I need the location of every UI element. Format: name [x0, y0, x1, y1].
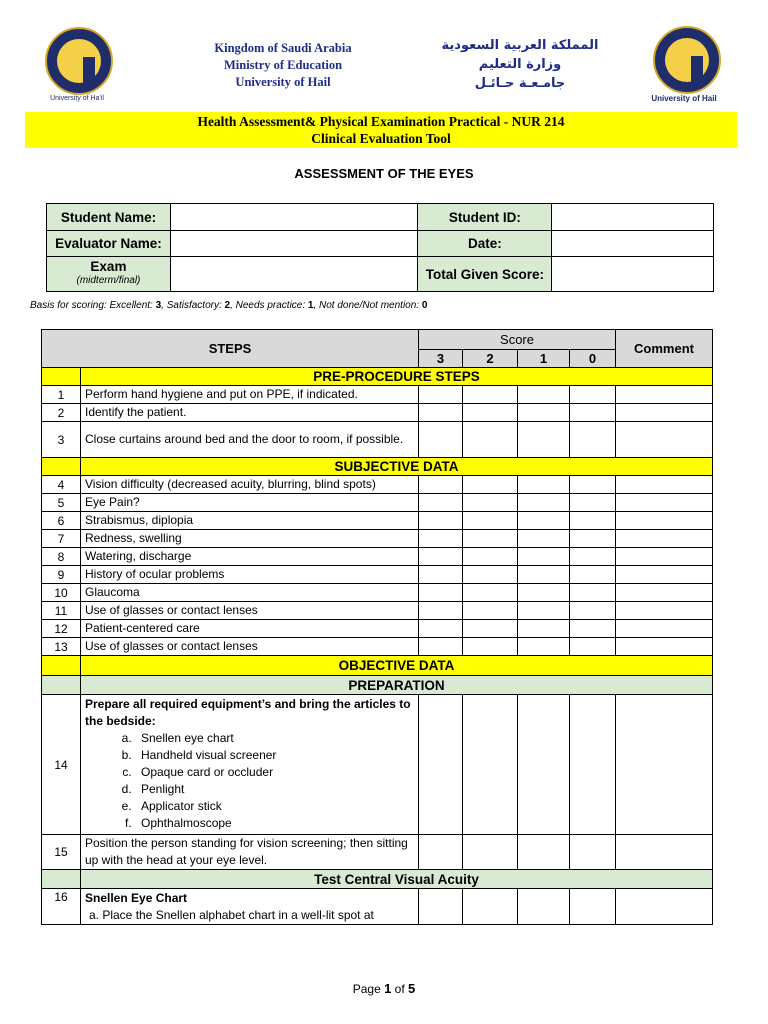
list-item: c. Opaque card or occluder	[135, 764, 414, 781]
exam-field[interactable]	[170, 257, 418, 292]
exam-label-sub: (midterm/final)	[76, 275, 141, 286]
score-header: Score	[419, 330, 616, 350]
table-row: 7 Redness, swelling	[42, 530, 713, 548]
student-id-label: Student ID:	[418, 204, 552, 231]
date-field[interactable]	[552, 231, 714, 257]
banner-line-2: Clinical Evaluation Tool	[311, 131, 451, 146]
total-score-label: Total Given Score:	[418, 257, 552, 292]
table-row: 4 Vision difficulty (decreased acuity, blurring, blind spots)	[42, 476, 713, 494]
table-row: 13 Use of glasses or contact lenses	[42, 638, 713, 656]
step-16-title: Snellen Eye Chart	[85, 891, 188, 905]
banner-line-1: Health Assessment& Physical Examination Practical - NUR 214	[197, 114, 565, 129]
comment-header: Comment	[616, 330, 713, 368]
score-col-2: 2	[463, 350, 518, 368]
section-row	[42, 676, 713, 695]
total-pages: 5	[408, 981, 416, 996]
section-row	[42, 458, 713, 476]
student-name-field[interactable]	[170, 204, 418, 231]
step-14-text: Prepare all required equipment’s and bring the articles to the bedside:	[85, 697, 411, 728]
footer-prefix: Page	[352, 982, 385, 996]
header-ar-line: المملكة العربية السعودية	[441, 38, 599, 53]
student-info-table	[46, 203, 714, 292]
header-arabic	[420, 36, 620, 93]
section-subjective: SUBJECTIVE DATA	[81, 458, 713, 476]
section-preparation: PREPARATION	[81, 676, 713, 695]
date-label: Date:	[418, 231, 552, 257]
university-logo-right	[653, 26, 721, 94]
university-logo-left	[45, 27, 113, 95]
score-col-0: 0	[570, 350, 616, 368]
page-footer	[0, 981, 768, 996]
exam-label-text: Exam	[90, 259, 127, 274]
list-item: f. Ophthalmoscope	[135, 815, 414, 832]
section-row	[42, 368, 713, 386]
list-item: e. Applicator stick	[135, 798, 414, 815]
basis-satisfactory: 2	[224, 300, 231, 311]
list-item: d. Penlight	[135, 781, 414, 798]
basis-nd-label: , Not done/Not mention:	[313, 300, 422, 311]
header-en-line: University of Hail	[235, 75, 331, 89]
scoring-basis	[30, 300, 427, 311]
header-ar-line: جامـعـة حـائـل	[474, 76, 566, 91]
logo-left-caption: University of Ha'il	[50, 95, 104, 102]
section-row	[42, 656, 713, 676]
basis-needs-practice: 1	[307, 300, 314, 311]
evaluator-name-field[interactable]	[170, 231, 418, 257]
table-row: 16 Snellen Eye Chart a. Place the Snellen alphabet chart in a well-lit spot at	[42, 889, 713, 925]
table-row: 12 Patient-centered care	[42, 620, 713, 638]
evaluator-name-label: Evaluator Name:	[47, 231, 171, 257]
header-english	[168, 40, 398, 91]
student-name-label: Student Name:	[47, 204, 171, 231]
basis-np-label: , Needs practice:	[230, 300, 308, 311]
document-title: ASSESSMENT OF THE EYES	[294, 166, 474, 181]
total-score-field[interactable]	[552, 257, 714, 292]
list-item: b. Handheld visual screener	[135, 747, 414, 764]
basis-sat-label: , Satisfactory:	[161, 300, 225, 311]
section-row	[42, 870, 713, 889]
exam-label	[47, 257, 171, 292]
section-central-visual-acuity: Test Central Visual Acuity	[81, 870, 713, 889]
table-row: 9 History of ocular problems	[42, 566, 713, 584]
header-en-line: Kingdom of Saudi Arabia	[214, 41, 352, 55]
score-col-1: 1	[518, 350, 570, 368]
table-row: 2 Identify the patient.	[42, 404, 713, 422]
student-id-field[interactable]	[552, 204, 714, 231]
table-row: 5 Eye Pain?	[42, 494, 713, 512]
equipment-list	[85, 730, 414, 832]
header-ar-line: وزارة التعليم	[478, 57, 562, 72]
table-row: 10 Glaucoma	[42, 584, 713, 602]
table-row: 15 Position the person standing for vision screening; then sitting up with the head at your eye level.	[42, 835, 713, 870]
table-row: 14 Prepare all required equipment’s and bring the articles to the bedside: a. Snellen eye chart b. Handheld visual screener c. Opaque card or occluder d. Penlight e. Applicator stick f. Ophthalmoscope	[42, 695, 713, 835]
table-row: 3 Close curtains around bed and the door to room, if possible.	[42, 422, 713, 458]
basis-not-done: 0	[421, 300, 428, 311]
section-pre-procedure: PRE-PROCEDURE STEPS	[81, 368, 713, 386]
course-banner	[25, 112, 737, 148]
header-en-line: Ministry of Education	[223, 58, 343, 72]
steps-header: STEPS	[42, 330, 419, 368]
step-16-text: a. Place the Snellen alphabet chart in a well-lit spot at	[89, 908, 374, 922]
logo-right-caption: University of Hail	[651, 94, 717, 103]
basis-prefix: Basis for scoring: Excellent:	[30, 300, 156, 311]
table-row: 8 Watering, discharge	[42, 548, 713, 566]
footer-of: of	[391, 982, 409, 996]
table-row: 1 Perform hand hygiene and put on PPE, if indicated.	[42, 386, 713, 404]
current-page: 1	[384, 981, 392, 996]
score-col-3: 3	[419, 350, 463, 368]
section-objective: OBJECTIVE DATA	[81, 656, 713, 676]
steps-table	[41, 329, 713, 925]
list-item: a. Snellen eye chart	[135, 730, 414, 747]
table-row: 6 Strabismus, diplopia	[42, 512, 713, 530]
table-row: 11 Use of glasses or contact lenses	[42, 602, 713, 620]
basis-excellent: 3	[155, 300, 162, 311]
